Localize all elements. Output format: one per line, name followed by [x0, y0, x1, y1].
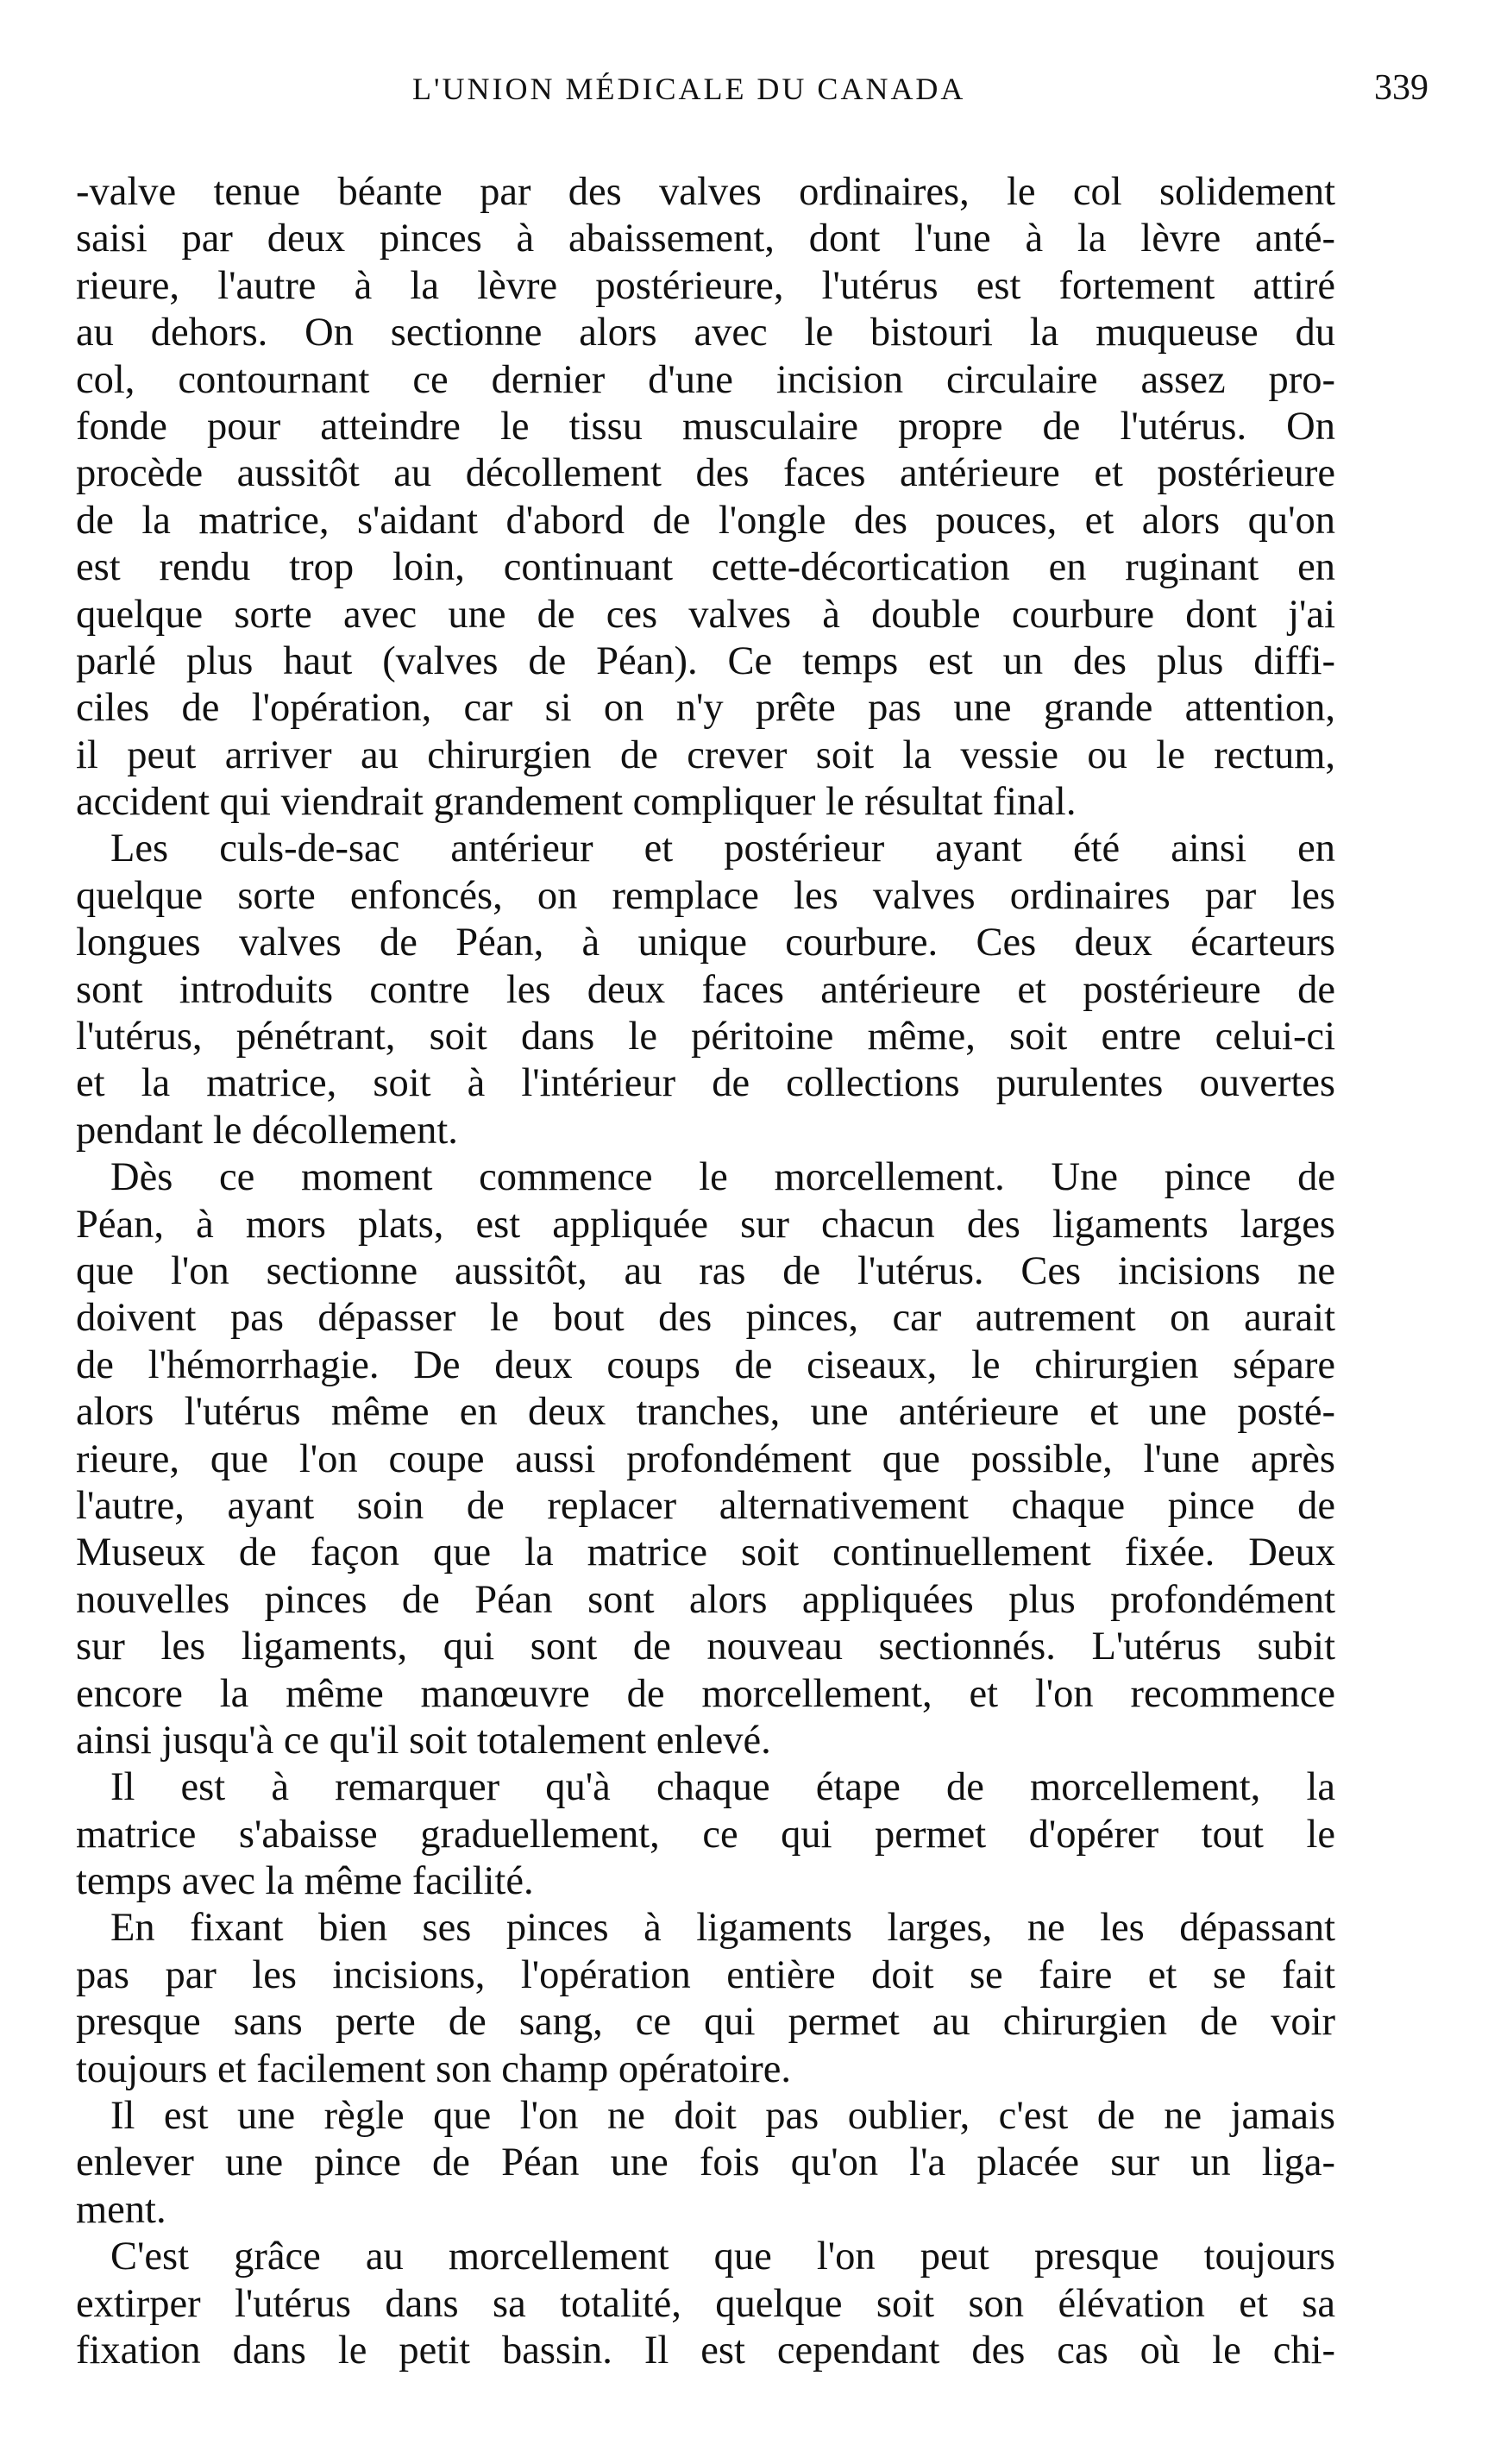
text-line: Les culs-de-sac antérieur et postérieur ayant été ainsi en [110, 827, 1335, 871]
text-line: que l'on sectionne aussitôt, au ras de l'utérus. Ces incisions ne [76, 1248, 1335, 1293]
text-line: Il est une règle que l'on ne doit pas oublier, c'est de ne jamais [110, 2094, 1335, 2139]
running-head [76, 68, 1456, 123]
body-text [76, 169, 1335, 2374]
text-line: l'autre, ayant soin de replacer alternativement chaque pince de [76, 1483, 1335, 1528]
text-line: extirper l'utérus dans sa totalité, quelque soit son élévation et sa [76, 2281, 1335, 2326]
text-line: ainsi jusqu'à ce qu'il soit totalement enlevé. [76, 1718, 771, 1763]
text-line: ciles de l'opération, car si on n'y prête pas une grande attention, [76, 686, 1335, 731]
text-line: temps avec la même facilité. [76, 1859, 534, 1904]
text-line: -valve tenue béante par des valves ordinaires, le col solidement [76, 170, 1335, 214]
text-line: procède aussitôt au décollement des faces antérieure et postérieure [76, 451, 1335, 496]
text-line: longues valves de Péan, à unique courbure. Ces deux écarteurs [76, 921, 1335, 965]
text-line: alors l'utérus même en deux tranches, une antérieure et une posté- [76, 1390, 1335, 1435]
text-line: sur les ligaments, qui sont de nouveau sectionnés. L'utérus subit [76, 1625, 1335, 1669]
page-number: 339 [1374, 68, 1428, 108]
text-line: Il est à remarquer qu'à chaque étape de morcellement, la [110, 1765, 1335, 1810]
text-line: Museux de façon que la matrice soit continuellement fixée. Deux [76, 1531, 1335, 1575]
text-line: En fixant bien ses pinces à ligaments larges, ne les dépassant [110, 1906, 1335, 1951]
text-line: de la matrice, s'aidant d'abord de l'ongle des pouces, et alors qu'on [76, 498, 1335, 543]
text-line: pas par les incisions, l'opération entière doit se faire et se fait [76, 1952, 1335, 1997]
text-line: ment. [76, 2187, 166, 2232]
text-line: est rendu trop loin, continuant cette-décortication en ruginant en [76, 545, 1335, 590]
text-line: col, contournant ce dernier d'une incision circulaire assez pro- [76, 357, 1335, 402]
text-line: presque sans perte de sang, ce qui permet au chirurgien de voir [76, 2000, 1335, 2045]
text-line: encore la même manœuvre de morcellement, et l'on recommence [76, 1671, 1335, 1716]
text-line: quelque sorte avec une de ces valves à double courbure dont j'ai [76, 592, 1335, 637]
text-line: fixation dans le petit bassin. Il est cependant des cas où le chi- [76, 2328, 1335, 2373]
text-line: rieure, l'autre à la lèvre postérieure, l'utérus est fortement attiré [76, 263, 1335, 308]
text-line: l'utérus, pénétrant, soit dans le péritoine même, soit entre celui-ci [76, 1015, 1335, 1059]
text-line: doivent pas dépasser le bout des pinces, car autrement on aurait [76, 1296, 1335, 1341]
text-line: quelque sorte enfoncés, on remplace les valves ordinaires par les [76, 873, 1335, 918]
text-line: C'est grâce au morcellement que l'on peut presque toujours [110, 2235, 1335, 2279]
text-line: Péan, à mors plats, est appliquée sur chacun des ligaments larges [76, 1202, 1335, 1247]
text-line: rieure, que l'on coupe aussi profondément que possible, l'une après [76, 1436, 1335, 1481]
text-line: parlé plus haut (valves de Péan). Ce temps est un des plus diffi- [76, 638, 1335, 683]
text-line: matrice s'abaisse graduellement, ce qui permet d'opérer tout le [76, 1812, 1335, 1857]
text-line: nouvelles pinces de Péan sont alors appliquées plus profondément [76, 1577, 1335, 1622]
text-line: saisi par deux pinces à abaissement, dont l'une à la lèvre anté- [76, 217, 1335, 261]
text-line: toujours et facilement son champ opératoire. [76, 2046, 791, 2091]
text-line: au dehors. On sectionne alors avec le bistouri la muqueuse du [76, 311, 1335, 355]
text-line: sont introduits contre les deux faces antérieure et postérieure de [76, 967, 1335, 1012]
text-line: et la matrice, soit à l'intérieur de collections purulentes ouvertes [76, 1061, 1335, 1106]
text-line: fonde pour atteindre le tissu musculaire propre de l'utérus. On [76, 404, 1335, 449]
text-line: il peut arriver au chirurgien de crever soit la vessie ou le rectum, [76, 732, 1335, 777]
text-line: accident qui viendrait grandement compliquer le résultat final. [76, 780, 1077, 825]
text-line: pendant le décollement. [76, 1108, 458, 1153]
text-line: Dès ce moment commence le morcellement. Une pince de [110, 1155, 1335, 1200]
journal-title: L'UNION MÉDICALE DU CANADA [412, 72, 966, 106]
text-line: enlever une pince de Péan une fois qu'on l'a placée sur un liga- [76, 2140, 1335, 2185]
text-line: de l'hémorrhagie. De deux coups de ciseaux, le chirurgien sépare [76, 1342, 1335, 1387]
